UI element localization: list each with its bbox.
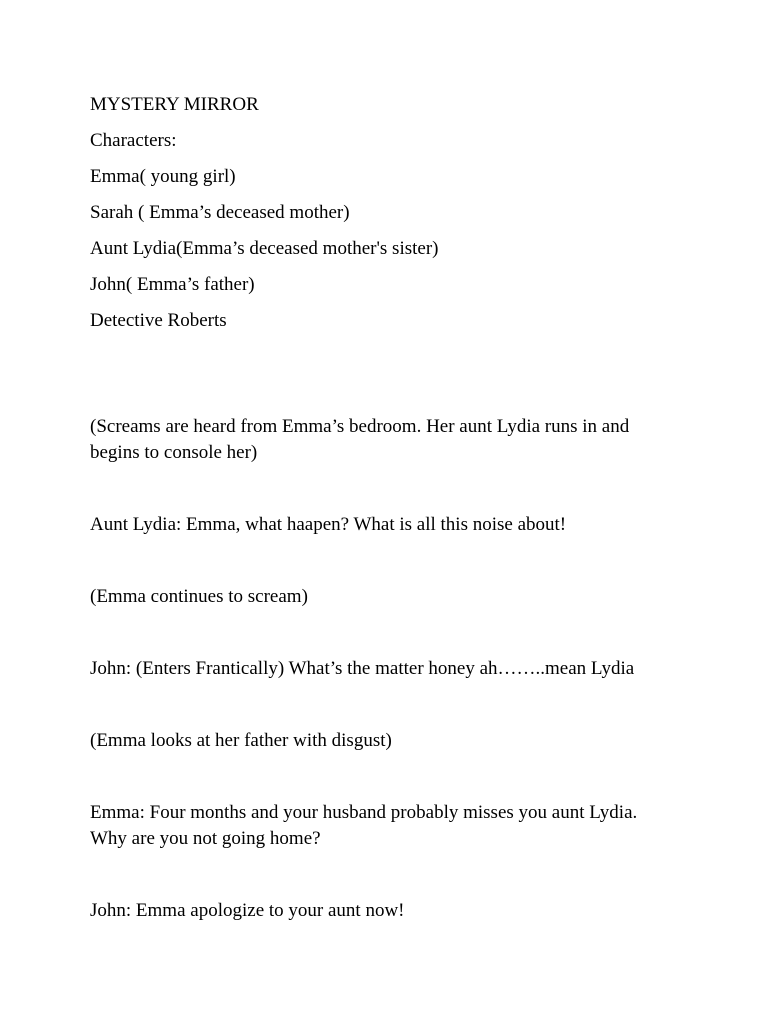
- paragraph-line: (Screams are heard from Emma’s bedroom. Her aunt Lydia runs in and: [90, 416, 630, 437]
- stage-direction-emma-screams: [90, 584, 690, 610]
- character-emma: Emma( young girl): [90, 166, 236, 187]
- paragraph-line: Emma: Four months and your husband probably misses you aunt Lydia.: [90, 802, 638, 823]
- stage-direction-emma-looks: [90, 728, 690, 754]
- character-john: John( Emma’s father): [90, 274, 255, 295]
- document-title: MYSTERY MIRROR: [90, 94, 259, 115]
- paragraph-line: John: Emma apologize to your aunt now!: [90, 900, 405, 921]
- paragraph-line: begins to console her): [90, 442, 258, 463]
- dialogue-john-enters: [90, 656, 690, 682]
- document-page: [90, 92, 690, 924]
- stage-direction-screams: [90, 414, 690, 466]
- paragraph-line: John: (Enters Frantically) What’s the matter honey ah……..mean Lydia: [90, 658, 635, 679]
- dialogue-aunt-lydia: [90, 512, 690, 538]
- paragraph-line: Why are you not going home?: [90, 828, 321, 849]
- character-detective-roberts: Detective Roberts: [90, 310, 227, 331]
- paragraph-line: (Emma looks at her father with disgust): [90, 730, 392, 751]
- dialogue-emma: [90, 800, 690, 852]
- characters-heading: Characters:: [90, 130, 177, 151]
- character-sarah: Sarah ( Emma’s deceased mother): [90, 202, 350, 223]
- paragraph-line: Aunt Lydia: Emma, what haapen? What is all this noise about!: [90, 514, 567, 535]
- paragraph-line: (Emma continues to scream): [90, 586, 308, 607]
- character-aunt-lydia: Aunt Lydia(Emma’s deceased mother's sister): [90, 238, 439, 259]
- dialogue-john-apologize: [90, 898, 690, 924]
